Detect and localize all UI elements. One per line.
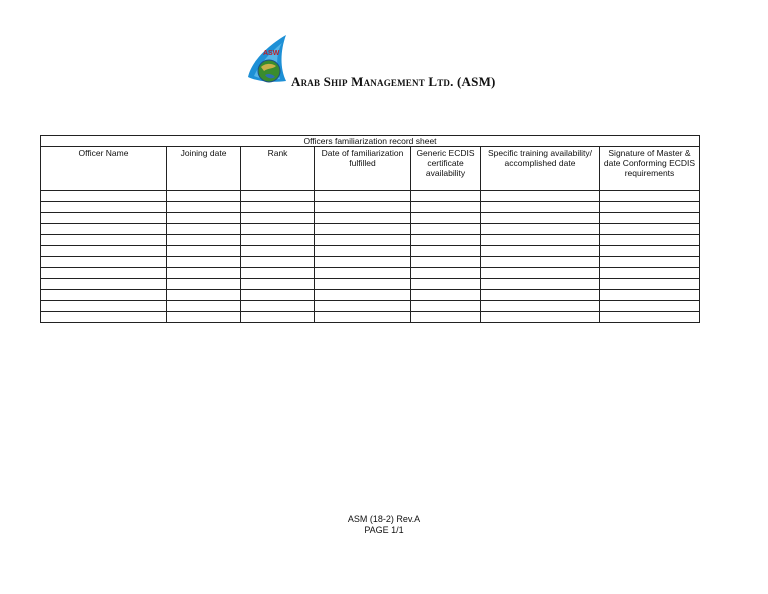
table-cell (41, 312, 167, 323)
table-cell (167, 290, 241, 301)
table-cell (600, 257, 700, 268)
table-row (41, 268, 700, 279)
table-cell (315, 202, 411, 213)
table-cell (241, 312, 315, 323)
table-cell (600, 268, 700, 279)
table-cell (411, 268, 481, 279)
document-reference: ASM (18-2) Rev.A (347, 514, 421, 524)
table-row (41, 312, 700, 323)
table-cell (600, 224, 700, 235)
table-cell (411, 224, 481, 235)
table-cell (241, 202, 315, 213)
company-name: Arab Ship Management Ltd. (ASM) (291, 74, 496, 89)
table-cell (167, 224, 241, 235)
table-cell (167, 246, 241, 257)
table-cell (481, 268, 600, 279)
table-cell (241, 301, 315, 312)
table-cell (411, 202, 481, 213)
table-cell (41, 224, 167, 235)
table-row (41, 202, 700, 213)
table-cell (41, 213, 167, 224)
table-cell (41, 279, 167, 290)
table-cell (315, 268, 411, 279)
table-cell (315, 224, 411, 235)
table-cell (600, 213, 700, 224)
table-row (41, 235, 700, 246)
table-cell (481, 290, 600, 301)
table-cell (167, 257, 241, 268)
table-cell (481, 202, 600, 213)
table-cell (315, 257, 411, 268)
table-cell (41, 268, 167, 279)
table-row (41, 213, 700, 224)
table-cell (411, 213, 481, 224)
table-cell (167, 191, 241, 202)
table-cell (481, 224, 600, 235)
table-cell (241, 213, 315, 224)
table-cell (481, 246, 600, 257)
table-cell (241, 246, 315, 257)
table-cell (481, 301, 600, 312)
table-row (41, 257, 700, 268)
table-cell (241, 279, 315, 290)
table-cell (411, 312, 481, 323)
table-row (41, 301, 700, 312)
table-cell (315, 213, 411, 224)
table-cell (167, 202, 241, 213)
table-cell (600, 235, 700, 246)
table-cell (41, 202, 167, 213)
col-header-specific-training: Specific training availability/ accomplished date (481, 147, 600, 191)
table-row (41, 279, 700, 290)
table-cell (481, 213, 600, 224)
col-header-joining-date: Joining date (167, 147, 241, 191)
familiarization-record-table (40, 135, 700, 323)
table-cell (167, 312, 241, 323)
table-cell (481, 312, 600, 323)
col-header-master-signature: Signature of Master & date Conforming ECDIS requirements (600, 147, 700, 191)
table-cell (315, 279, 411, 290)
table-cell (411, 301, 481, 312)
table-title: Officers familiarization record sheet (41, 136, 700, 147)
table-cell (481, 235, 600, 246)
table-cell (41, 246, 167, 257)
table-cell (600, 246, 700, 257)
table-cell (41, 257, 167, 268)
page-number: PAGE 1/1 (364, 525, 404, 535)
col-header-rank: Rank (241, 147, 315, 191)
table-cell (315, 312, 411, 323)
table-cell (41, 235, 167, 246)
table-cell (241, 224, 315, 235)
table-cell (481, 191, 600, 202)
table-cell (315, 246, 411, 257)
table-body (41, 191, 700, 323)
table-row (41, 246, 700, 257)
col-header-officer-name: Officer Name (41, 147, 167, 191)
table-cell (315, 290, 411, 301)
table-row (41, 290, 700, 301)
table-cell (167, 279, 241, 290)
table-cell (481, 257, 600, 268)
col-header-familiarization-date: Date of familiarization fulfilled (315, 147, 411, 191)
table-cell (167, 268, 241, 279)
table-cell (411, 191, 481, 202)
table-cell (411, 235, 481, 246)
table-cell (41, 301, 167, 312)
table-cell (315, 191, 411, 202)
table-cell (411, 257, 481, 268)
table-cell (600, 279, 700, 290)
table-cell (167, 235, 241, 246)
table-cell (241, 290, 315, 301)
table-cell (600, 312, 700, 323)
table-row (41, 191, 700, 202)
table-cell (411, 290, 481, 301)
table-cell (241, 257, 315, 268)
table-cell (600, 301, 700, 312)
table-row (41, 224, 700, 235)
table-cell (600, 290, 700, 301)
table-cell (411, 246, 481, 257)
table-cell (167, 301, 241, 312)
table-cell (241, 191, 315, 202)
table-cell (315, 235, 411, 246)
table-cell (167, 213, 241, 224)
table-cell (41, 290, 167, 301)
table-cell (241, 268, 315, 279)
table-cell (241, 235, 315, 246)
table-cell (600, 202, 700, 213)
logo-lettering: ASW (263, 50, 280, 57)
table-cell (411, 279, 481, 290)
company-logo (246, 33, 292, 91)
table-cell (315, 301, 411, 312)
table-cell (41, 191, 167, 202)
table-cell (600, 191, 700, 202)
col-header-generic-ecdis: Generic ECDIS certificate availability (411, 147, 481, 191)
table-cell (481, 279, 600, 290)
